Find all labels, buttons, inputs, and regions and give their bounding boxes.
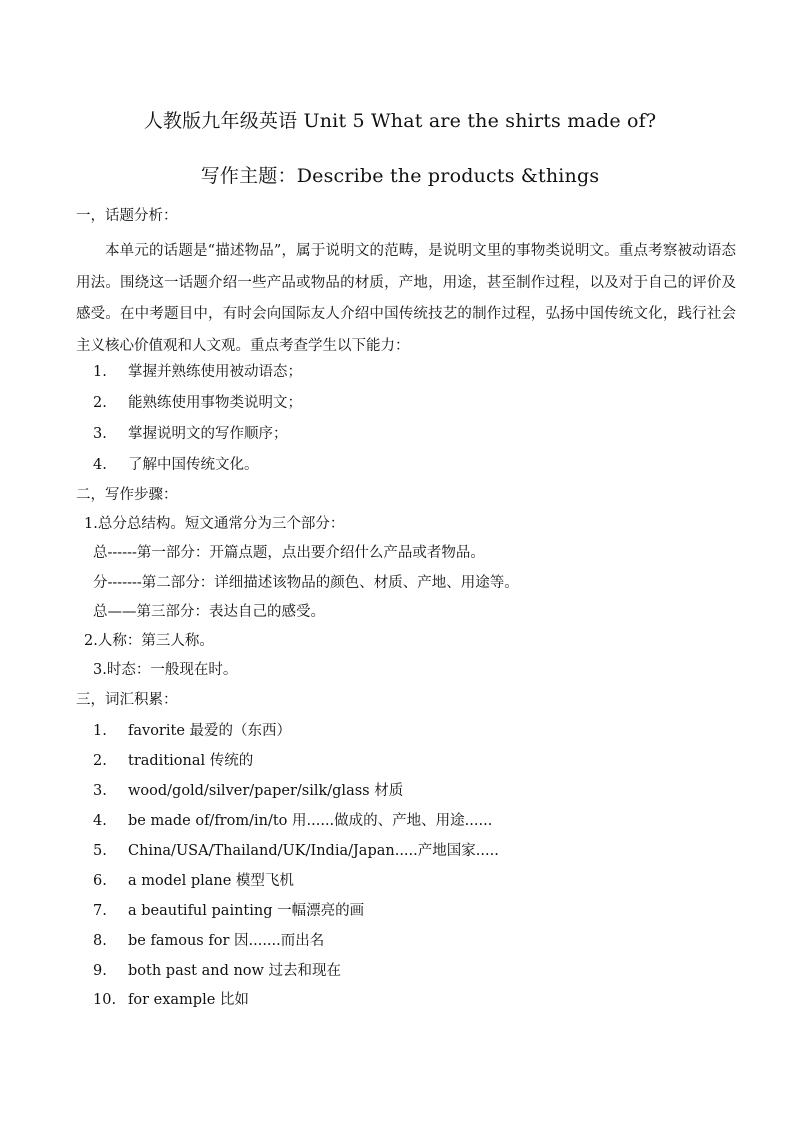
section2-heading: 二，写作步骤： — [76, 487, 178, 503]
s2-part1: 总------第一部分：开篇点题，点出要介绍什么产品或者物品。 — [93, 545, 485, 561]
s3-item-6-num: 6. — [93, 873, 107, 889]
s3-item-6: a model plane 模型飞机 — [128, 873, 294, 889]
s3-item-8: be famous for 因.......而出名 — [128, 933, 325, 949]
s1-item-1: 掌握并熟练使用被动语态； — [128, 364, 302, 380]
s3-item-1: favorite 最爱的（东西） — [128, 723, 292, 739]
document-subtitle: 写作主题：Describe the products &things — [200, 165, 600, 187]
s3-item-2-num: 2. — [93, 753, 107, 769]
s1-item-1-num: 1. — [93, 364, 107, 380]
s1-item-4: 了解中国传统文化。 — [128, 457, 259, 473]
s3-item-5: China/USA/Thailand/UK/India/Japan.....产地国家..... — [128, 843, 499, 859]
section3-heading: 三，词汇积累： — [76, 692, 178, 708]
s3-item-4-num: 4. — [93, 813, 107, 829]
s3-item-8-num: 8. — [93, 933, 107, 949]
s2-structure: 1.总分总结构。短文通常分为三个部分： — [84, 516, 345, 532]
s1-item-3-num: 3. — [93, 426, 107, 442]
s2-person: 2.人称：第三人称。 — [84, 633, 214, 649]
s3-item-5-num: 5. — [93, 843, 107, 859]
s3-item-3-num: 3. — [93, 783, 107, 799]
s2-part2: 分-------第二部分：详细描述该物品的颜色、材质、产地、用途等。 — [93, 575, 519, 591]
section1-heading: 一，话题分析： — [76, 208, 178, 224]
document-title: 人教版九年级英语 Unit 5 What are the shirts made of? — [143, 110, 657, 132]
s3-item-10: for example 比如 — [128, 992, 249, 1008]
s3-item-7: a beautiful painting 一幅漂亮的画 — [128, 903, 365, 919]
s1-item-2: 能熟练使用事物类说明文； — [128, 395, 302, 411]
s3-item-2: traditional 传统的 — [128, 753, 254, 769]
s3-item-1-num: 1. — [93, 723, 107, 739]
s3-item-9-num: 9. — [93, 963, 107, 979]
s3-item-9: both past and now 过去和现在 — [128, 963, 342, 979]
s1-item-4-num: 4. — [93, 457, 107, 473]
s1-item-2-num: 2. — [93, 395, 107, 411]
section1-paragraph: 本单元的话题是“描述物品”，属于说明文的范畴，是说明文里的事物类说明文。重点考察被动语态用法。围绕这一话题介绍一些产品或物品的材质，产地，用途，甚至制作过程，以及对于自己的评价及感受。在中考题目中，有时会向国际友人介绍中国传统技艺的制作过程，弘扬中国传统文化，践行社会主义核心价值观和人文观。重点考查学生以下能力： — [76, 243, 736, 354]
s1-item-3: 掌握说明文的写作顺序； — [128, 426, 288, 442]
s2-tense: 3.时态：一般现在时。 — [93, 662, 238, 678]
s3-item-10-num: 10. — [93, 992, 117, 1008]
s3-item-3: wood/gold/silver/paper/silk/glass 材质 — [128, 783, 404, 799]
s3-item-7-num: 7. — [93, 903, 107, 919]
s2-part3: 总——第三部分：表达自己的感受。 — [93, 604, 325, 620]
s3-item-4: be made of/from/in/to 用......做成的、产地、用途...... — [128, 813, 493, 829]
